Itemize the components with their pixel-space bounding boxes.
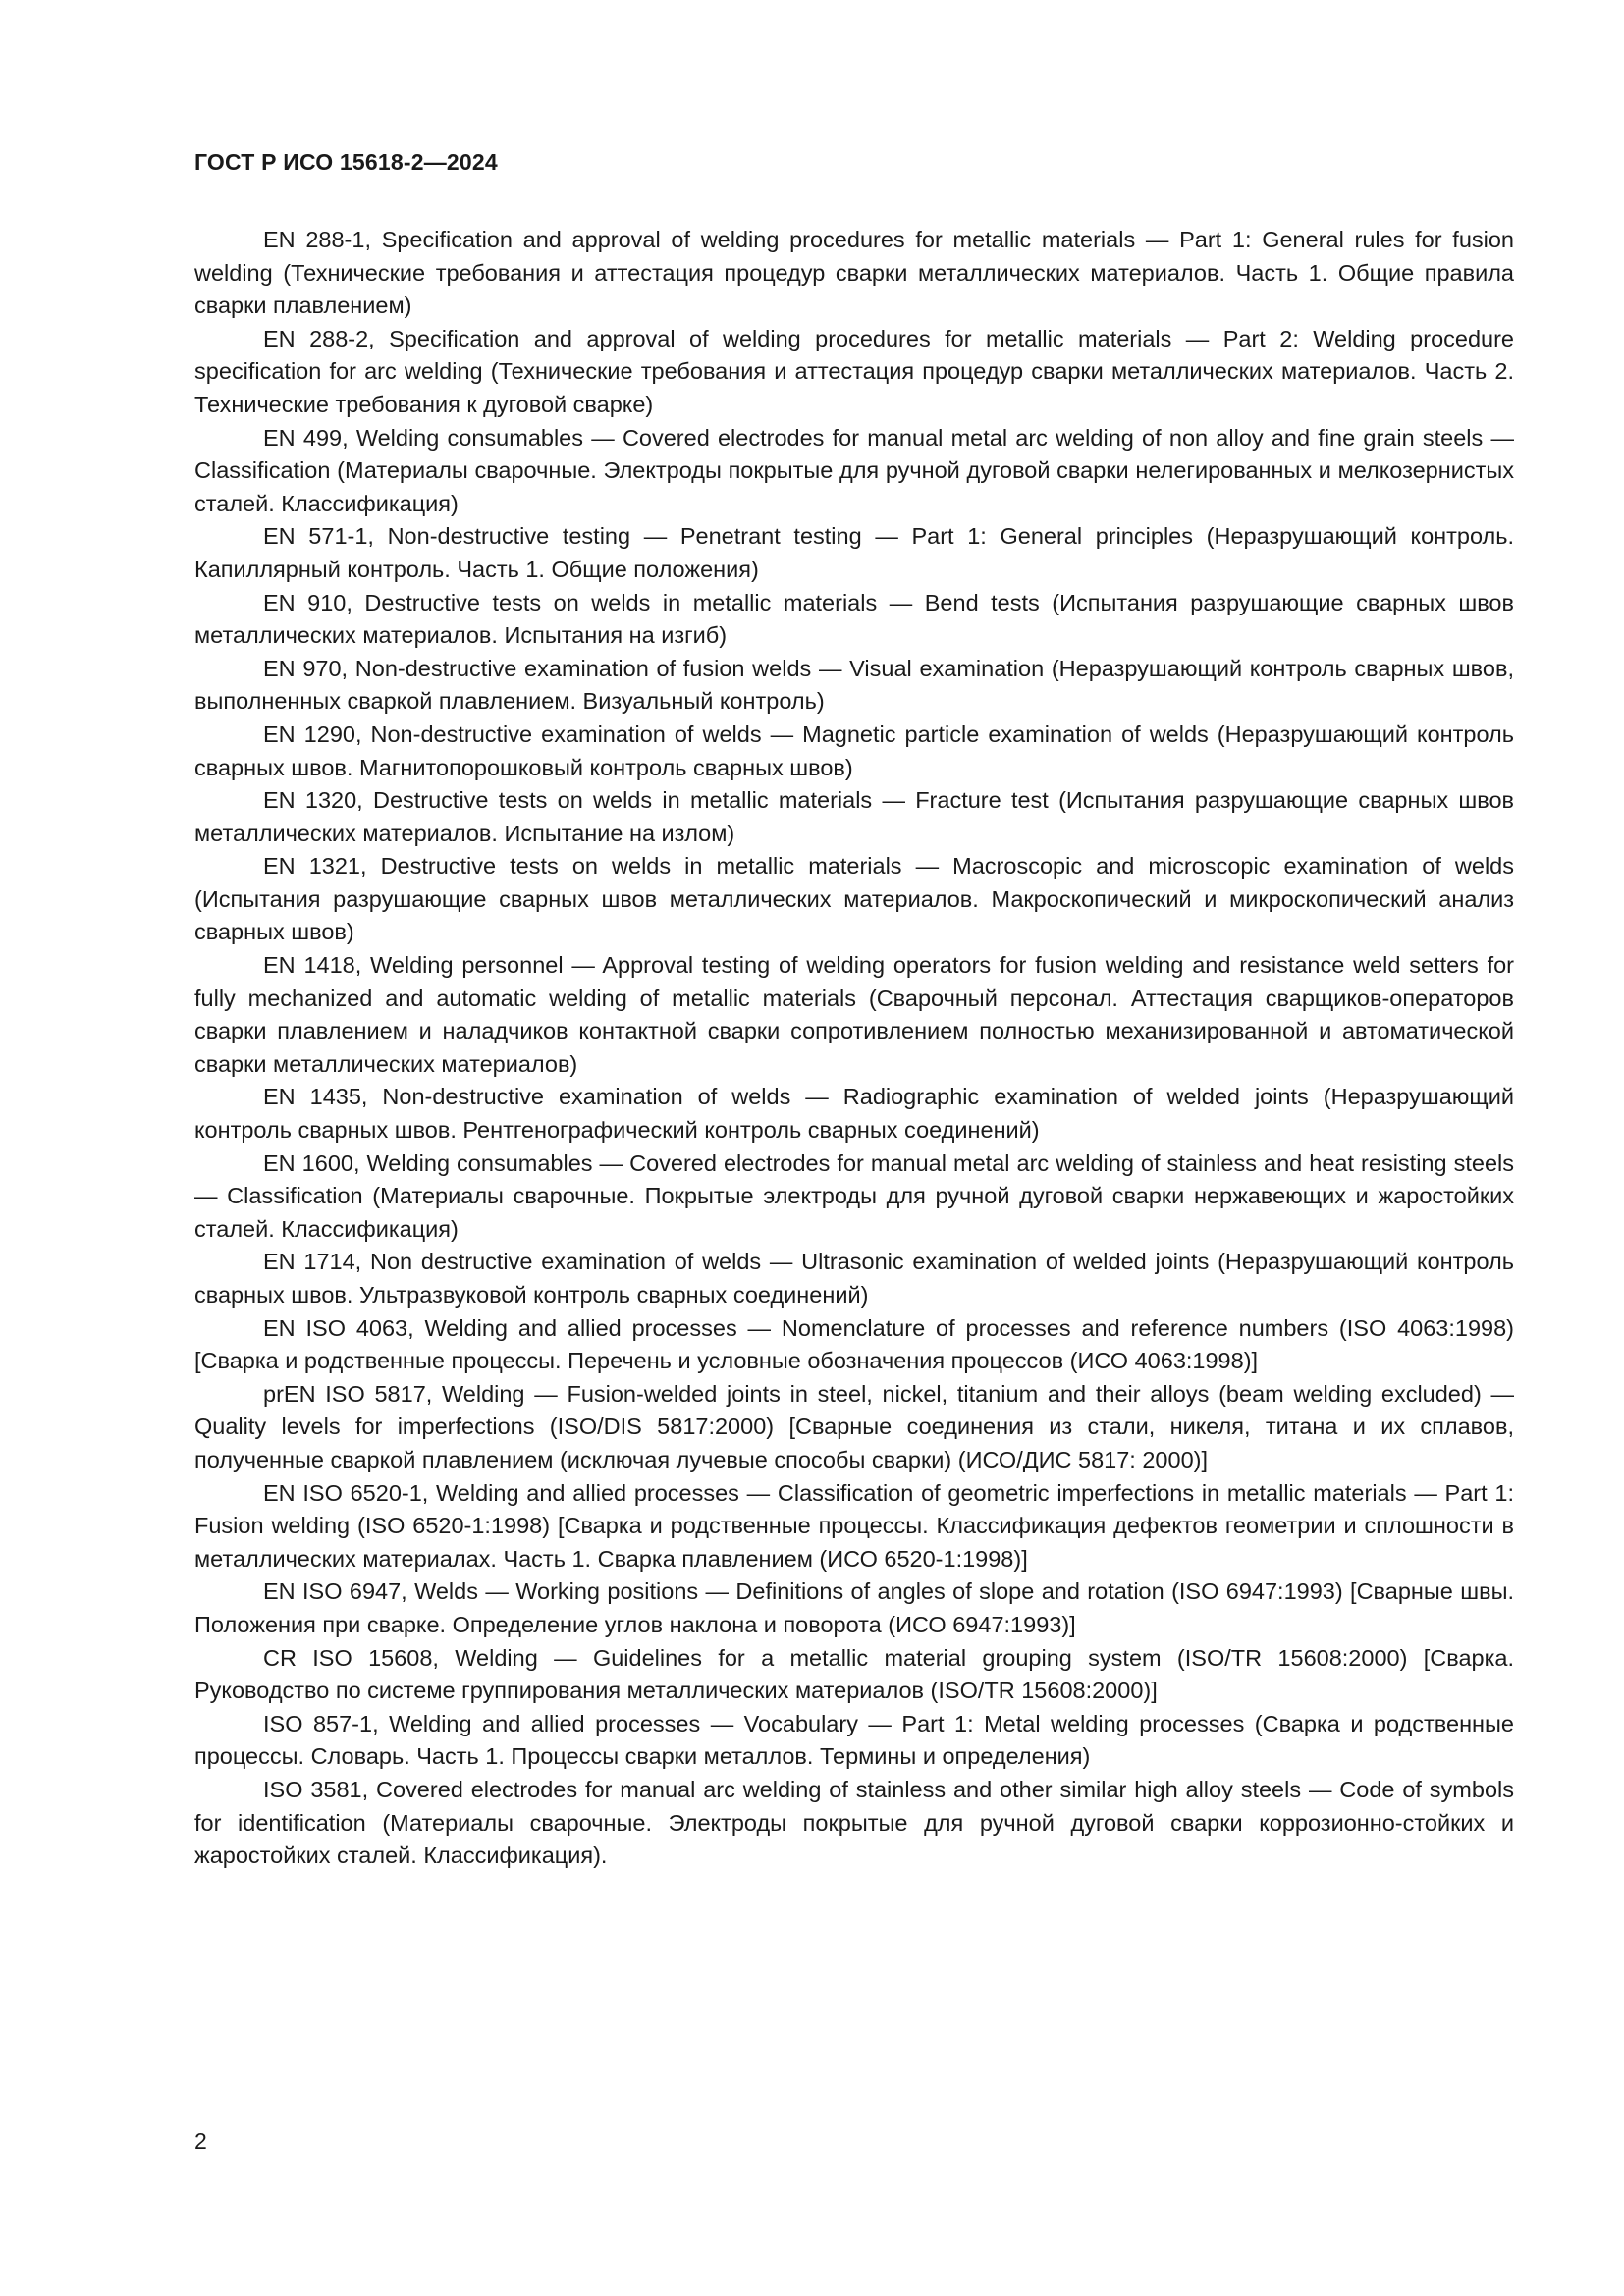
reference-item: EN 499, Welding consumables — Covered electrodes for manual metal arc welding of non alloy and fine grain steels — Classification (Материалы сварочные. Электроды покрытые для ручной дуговой сварки нелегированных и мелкозернистых сталей. Классификация) xyxy=(194,424,1514,516)
reference-item: EN 288-2, Specification and approval of welding procedures for metallic materials — Part 2: Welding procedure specification for arc welding (Технические требования и аттестация процедур сварки металлических материалов. Часть 2. Технические требования к дуговой сварке) xyxy=(194,325,1514,417)
reference-item: EN 910, Destructive tests on welds in metallic materials — Bend tests (Испытания разрушающие сварных швов металлических материалов. Испытания на изгиб) xyxy=(194,589,1514,649)
reference-list xyxy=(194,224,1514,1873)
reference-item: EN 1320, Destructive tests on welds in metallic materials — Fracture test (Испытания разрушающие сварных швов металлических материалов. Испытание на излом) xyxy=(194,787,1514,846)
reference-item: EN ISO 6947, Welds — Working positions — Definitions of angles of slope and rotation (ISO 6947:1993) [Сварные швы. Положения при сварке. Определение углов наклона и поворота (ИСО 6947:1993)] xyxy=(194,1578,1514,1637)
reference-item: EN ISO 4063, Welding and allied processes — Nomenclature of processes and reference numbers (ISO 4063:1998) [Сварка и родственные процессы. Перечень и условные обозначения процессов (ИСО 4063:1998)] xyxy=(194,1314,1514,1374)
reference-item: prEN ISO 5817, Welding — Fusion-welded joints in steel, nickel, titanium and their alloys (beam welding excluded) — Quality levels for imperfections (ISO/DIS 5817:2000) [Сварные соединения из стали, никеля, титана и их сплавов, полученные сваркой плавлением (исключая лучевые способы сварки) (ИСО/ДИС 5817: 2000)] xyxy=(194,1380,1514,1472)
reference-item: EN ISO 6520-1, Welding and allied processes — Classification of geometric imperfections in metallic materials — Part 1: Fusion welding (ISO 6520-1:1998) [Сварка и родственные процессы. Классификация дефектов геометрии и сплошности в металлических материалах. Часть 1. Сварка плавлением (ИСО 6520-1:1998)] xyxy=(194,1479,1514,1572)
reference-item: EN 1290, Non-destructive examination of welds — Magnetic particle examination of welds (Неразрушающий контроль сварных швов. Магнитопорошковый контроль сварных швов) xyxy=(194,721,1514,780)
reference-item: EN 1600, Welding consumables — Covered electrodes for manual metal arc welding of stainless and heat resisting steels — Classification (Материалы сварочные. Покрытые электроды для ручной дуговой сварки нержавеющих и жаростойких сталей. Классификация) xyxy=(194,1149,1514,1242)
page-number: 2 xyxy=(194,2128,207,2154)
reference-item: ISO 857-1, Welding and allied processes — Vocabulary — Part 1: Metal welding processes (Сварка и родственные процессы. Словарь. Часть 1. Процессы сварки металлов. Термины и определения) xyxy=(194,1710,1514,1770)
reference-item: EN 1435, Non-destructive examination of welds — Radiographic examination of welded joints (Неразрушающий контроль сварных швов. Рентгенографический контроль сварных соединений) xyxy=(194,1084,1514,1144)
reference-item: ISO 3581, Covered electrodes for manual arc welding of stainless and other similar high alloy steels — Code of symbols for identification (Материалы сварочные. Электроды покрытые для ручной дуговой сварки коррозионно-стойких и жаростойких сталей. Классификация). xyxy=(194,1776,1514,1869)
reference-item: EN 571-1, Non-destructive testing — Penetrant testing — Part 1: General principles (Неразрушающий контроль. Капиллярный контроль. Часть 1. Общие положения) xyxy=(194,523,1514,582)
reference-item: CR ISO 15608, Welding — Guidelines for a metallic material grouping system (ISO/TR 15608:2000) [Сварка. Руководство по системе группирования металлических материалов (ISO/TR 15608:2000)] xyxy=(194,1644,1514,1704)
reference-item: EN 1418, Welding personnel — Approval testing of welding operators for fusion welding and resistance weld setters for fully mechanized and automatic welding of metallic materials (Сварочный персонал. Аттестация сварщиков-операторов сварки плавлением и наладчиков контактной сварки сопротивлением полностью механизированной и автоматической сварки металлических материалов) xyxy=(194,952,1514,1077)
reference-item: EN 288-1, Specification and approval of welding procedures for metallic materials — Part 1: General rules for fusion welding (Технические требования и аттестация процедур сварки металлических материалов. Часть 1. Общие правила сварки плавлением) xyxy=(194,227,1514,319)
reference-item: EN 970, Non-destructive examination of fusion welds — Visual examination (Неразрушающий контроль сварных швов, выполненных сваркой плавлением. Визуальный контроль) xyxy=(194,655,1514,715)
document-header: ГОСТ Р ИСО 15618-2—2024 xyxy=(194,149,498,175)
reference-item: EN 1321, Destructive tests on welds in metallic materials — Macroscopic and microscopic examination of welds (Испытания разрушающие сварных швов металлических материалов. Макроскопический и микроскопический анализ сварных швов) xyxy=(194,853,1514,945)
reference-item: EN 1714, Non destructive examination of welds — Ultrasonic examination of welded joints (Неразрушающий контроль сварных швов. Ультразвуковой контроль сварных соединений) xyxy=(194,1249,1514,1308)
